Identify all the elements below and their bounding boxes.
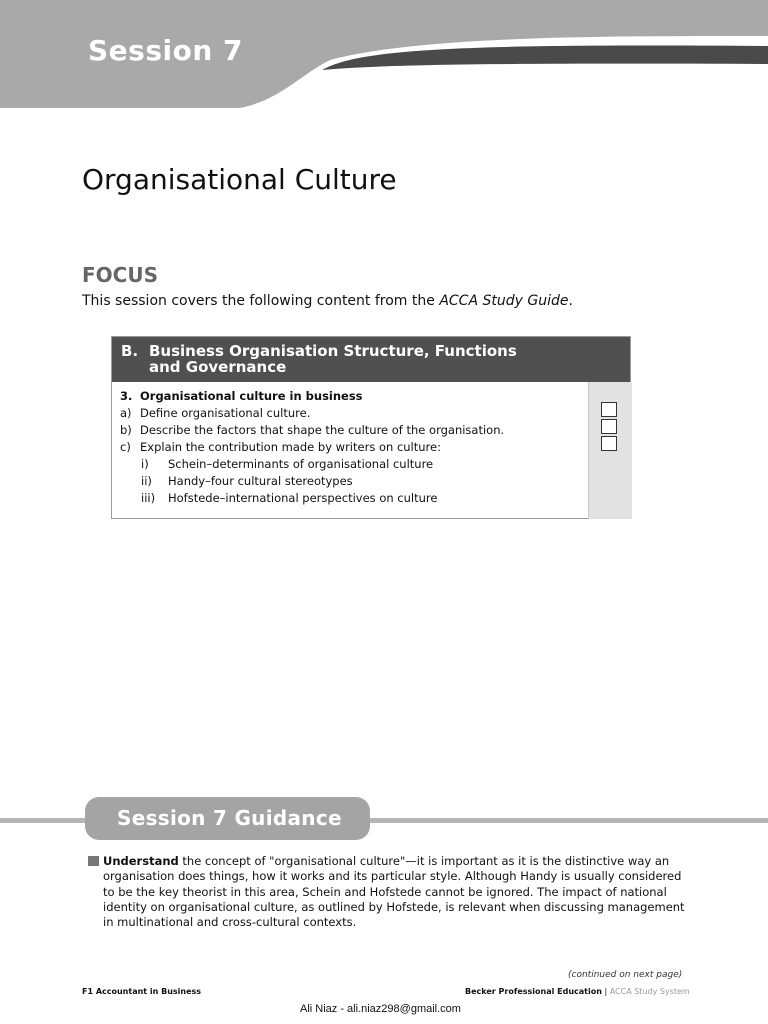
guidance-paragraph: Understand the concept of "organisational culture"—it is important as it is the distinctive way an organisation does things, how it works and its particular style. Although Handy is usually considered to be the key theorist in this area, Schein and Hofstede cannot be ignored. The impact of national identity on organisational culture, as outlined by Hofstede, is relevant when discussing management in multinational and cross-cultural contexts. xyxy=(88,854,708,930)
square-bullet-icon xyxy=(88,856,99,866)
checkbox-b[interactable] xyxy=(601,419,617,434)
list-item: 3. Organisational culture in business xyxy=(120,389,363,403)
checkbox-column xyxy=(588,382,632,519)
session-label: Session 7 xyxy=(88,34,243,67)
page-title: Organisational Culture xyxy=(82,163,397,196)
study-guide-box xyxy=(111,336,631,519)
guidance-tab: Session 7 Guidance xyxy=(85,797,370,840)
checkbox-a[interactable] xyxy=(601,402,617,417)
continued-note: (continued on next page) xyxy=(568,970,683,980)
footer-publisher: Becker Professional Education | ACCA Study System xyxy=(465,987,690,996)
list-item: a) Define organisational culture. xyxy=(120,406,311,420)
footer-course: F1 Accountant in Business xyxy=(82,987,202,996)
watermark: Ali Niaz - ali.niaz298@gmail.com xyxy=(300,1003,461,1015)
checkbox-c[interactable] xyxy=(601,436,617,451)
list-subitem: iii) Hofstede–international perspectives on culture xyxy=(141,491,438,505)
list-subitem: ii) Handy–four cultural stereotypes xyxy=(141,474,353,488)
section-letter: B. xyxy=(121,342,139,360)
list-item: c) Explain the contribution made by writers on culture: xyxy=(120,440,441,454)
section-title: Business Organisation Structure, Functions and Governance xyxy=(149,342,517,376)
list-item: b) Describe the factors that shape the culture of the organisation. xyxy=(120,423,505,437)
study-guide-header xyxy=(112,337,630,382)
study-guide-items xyxy=(112,382,587,519)
focus-heading: FOCUS xyxy=(82,263,158,287)
list-subitem: i) Schein–determinants of organisational culture xyxy=(141,457,434,471)
focus-intro: This session covers the following content from the ACCA Study Guide. xyxy=(82,293,573,309)
study-guide-emphasis: ACCA Study Guide xyxy=(439,293,569,309)
